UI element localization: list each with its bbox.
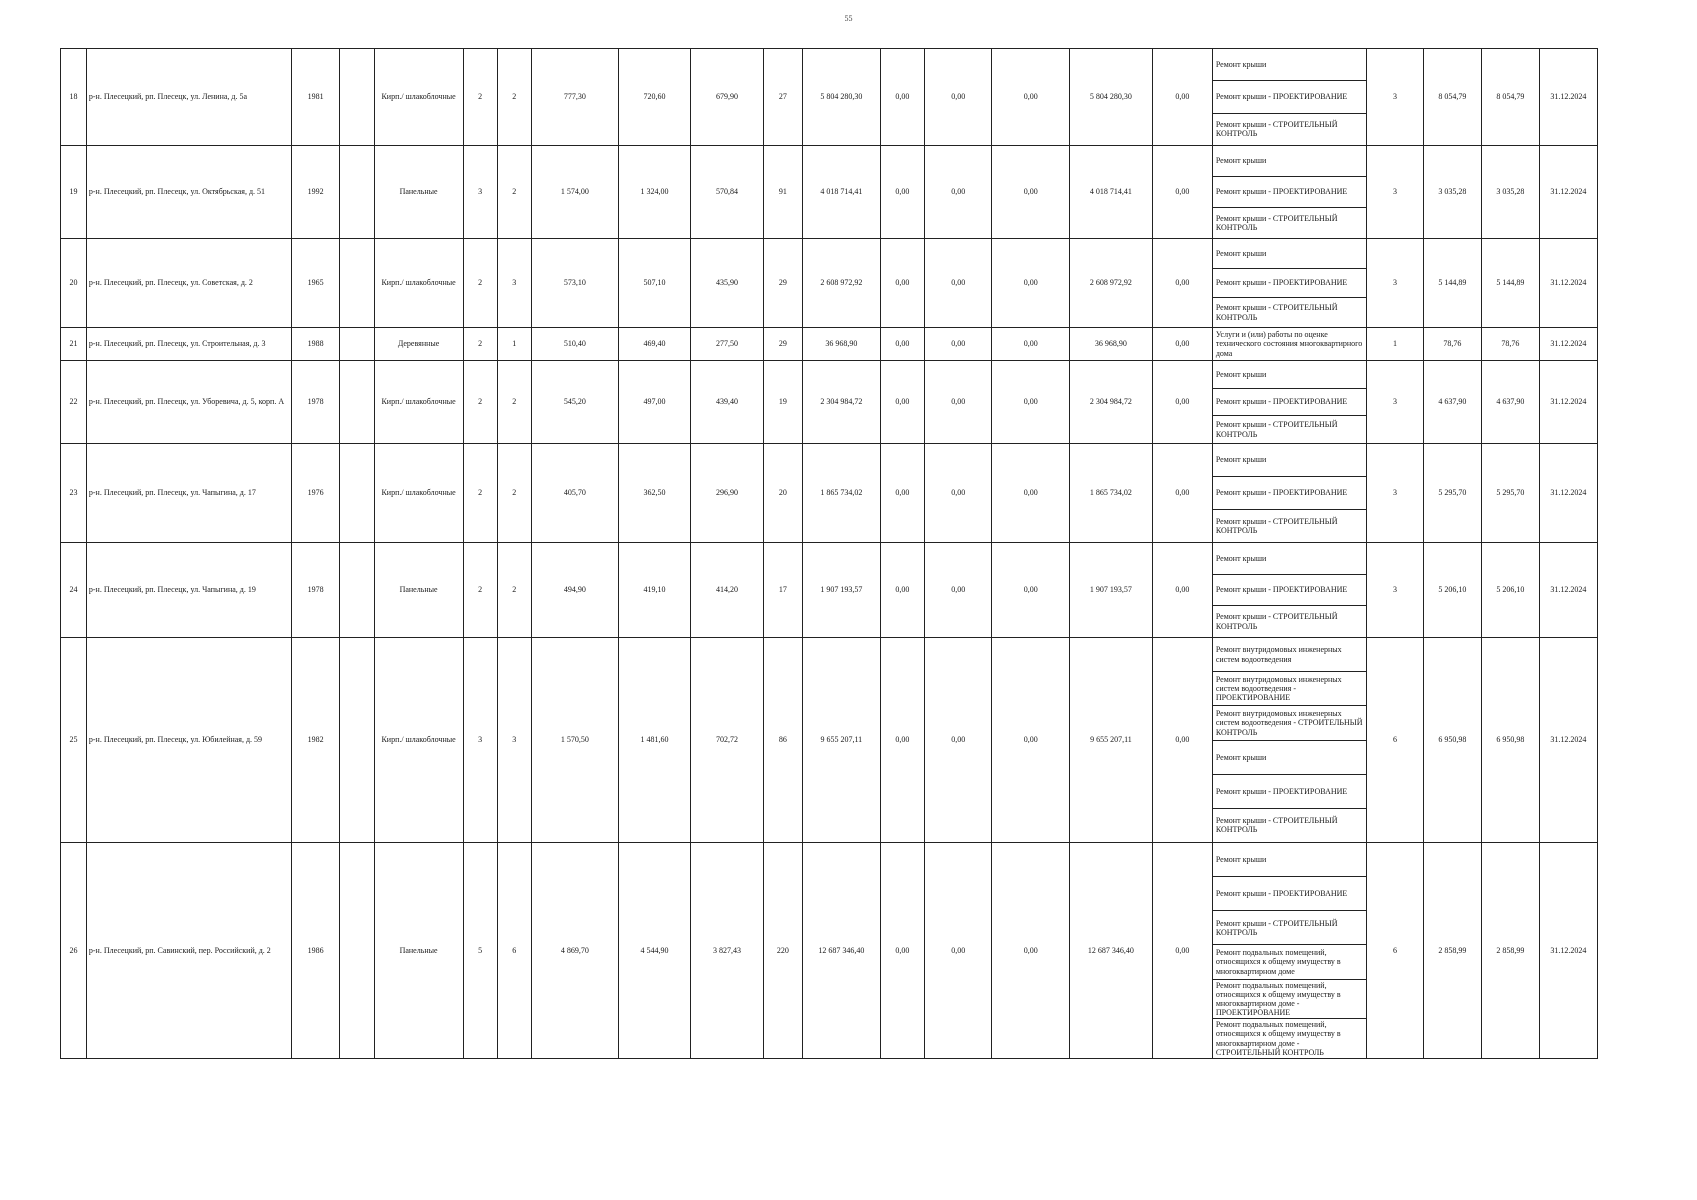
entrances-cell: 2	[497, 543, 531, 638]
total-area-cell: 510,40	[531, 328, 618, 361]
work-item: Ремонт крыши	[1213, 444, 1366, 477]
deadline-cell: 31.12.2024	[1539, 361, 1597, 444]
row-number: 23	[61, 444, 87, 543]
residents-cell: 19	[763, 361, 802, 444]
owner-funds-cell: 36 968,90	[1070, 328, 1153, 361]
blank-cell	[340, 543, 374, 638]
unit-limit-cell: 5 295,70	[1481, 444, 1539, 543]
floors-cell: 2	[463, 543, 497, 638]
total-area-cell: 545,20	[531, 361, 618, 444]
other-funds-cell: 0,00	[1152, 49, 1212, 146]
year-cell: 1988	[291, 328, 340, 361]
floors-cell: 3	[463, 146, 497, 239]
unit-cost-cell: 78,76	[1423, 328, 1481, 361]
wall-material-cell: Кирп./ шлакоблочные	[374, 361, 463, 444]
deadline-cell: 31.12.2024	[1539, 638, 1597, 843]
work-item: Ремонт крыши - ПРОЕКТИРОВАНИЕ	[1213, 575, 1366, 607]
fund-cell: 0,00	[992, 328, 1070, 361]
table-row	[61, 638, 1598, 843]
blank-cell	[340, 146, 374, 239]
other-funds-cell: 0,00	[1152, 638, 1212, 843]
owner-funds-cell: 2 608 972,92	[1070, 239, 1153, 328]
total-area-cell: 405,70	[531, 444, 618, 543]
entrances-cell: 3	[497, 239, 531, 328]
fund-cell: 0,00	[992, 444, 1070, 543]
row-number: 22	[61, 361, 87, 444]
works-cell	[1212, 843, 1366, 1059]
works-cell	[1212, 361, 1366, 444]
fund-cell: 0,00	[992, 843, 1070, 1059]
entrances-cell: 2	[497, 444, 531, 543]
work-item: Ремонт крыши	[1213, 741, 1366, 775]
total-cost-cell: 36 968,90	[803, 328, 881, 361]
works-cell	[1212, 146, 1366, 239]
area-cell: 435,90	[691, 239, 763, 328]
wall-material-cell: Деревянные	[374, 328, 463, 361]
other-funds-cell: 0,00	[1152, 146, 1212, 239]
residents-cell: 29	[763, 239, 802, 328]
residents-cell: 20	[763, 444, 802, 543]
entrances-cell: 3	[497, 638, 531, 843]
address-cell: р-н. Плесецкий, рп. Плесецк, ул. Октябрьская, д. 51	[86, 146, 291, 239]
works-count-cell: 3	[1367, 361, 1424, 444]
unit-cost-cell: 2 858,99	[1423, 843, 1481, 1059]
fund-cell: 0,00	[925, 49, 992, 146]
area-cell: 296,90	[691, 444, 763, 543]
owner-funds-cell: 1 907 193,57	[1070, 543, 1153, 638]
address-cell: р-н. Плесецкий, рп. Савинский, пер. Российский, д. 2	[86, 843, 291, 1059]
work-item: Ремонт крыши - ПРОЕКТИРОВАНИЕ	[1213, 81, 1366, 113]
other-funds-cell: 0,00	[1152, 444, 1212, 543]
works-count-cell: 3	[1367, 239, 1424, 328]
residents-cell: 91	[763, 146, 802, 239]
deadline-cell: 31.12.2024	[1539, 543, 1597, 638]
year-cell: 1982	[291, 638, 340, 843]
row-number: 26	[61, 843, 87, 1059]
year-cell: 1976	[291, 444, 340, 543]
work-item: Ремонт крыши	[1213, 361, 1366, 389]
area-cell: 679,90	[691, 49, 763, 146]
work-item: Ремонт крыши	[1213, 543, 1366, 575]
entrances-cell: 6	[497, 843, 531, 1059]
living-area-cell: 1 481,60	[618, 638, 690, 843]
owner-funds-cell: 1 865 734,02	[1070, 444, 1153, 543]
fund-cell: 0,00	[880, 543, 925, 638]
table-row	[61, 328, 1598, 361]
fund-cell: 0,00	[925, 361, 992, 444]
unit-limit-cell: 5 144,89	[1481, 239, 1539, 328]
fund-cell: 0,00	[880, 361, 925, 444]
row-number: 24	[61, 543, 87, 638]
work-item: Ремонт крыши - СТРОИТЕЛЬНЫЙ КОНТРОЛЬ	[1213, 911, 1366, 945]
residents-cell: 29	[763, 328, 802, 361]
unit-limit-cell: 2 858,99	[1481, 843, 1539, 1059]
works-count-cell: 3	[1367, 543, 1424, 638]
wall-material-cell: Кирп./ шлакоблочные	[374, 239, 463, 328]
unit-limit-cell: 5 206,10	[1481, 543, 1539, 638]
work-item: Ремонт крыши - ПРОЕКТИРОВАНИЕ	[1213, 269, 1366, 299]
unit-limit-cell: 3 035,28	[1481, 146, 1539, 239]
floors-cell: 2	[463, 328, 497, 361]
deadline-cell: 31.12.2024	[1539, 328, 1597, 361]
fund-cell: 0,00	[992, 638, 1070, 843]
living-area-cell: 362,50	[618, 444, 690, 543]
living-area-cell: 1 324,00	[618, 146, 690, 239]
year-cell: 1978	[291, 543, 340, 638]
fund-cell: 0,00	[880, 843, 925, 1059]
wall-material-cell: Кирп./ шлакоблочные	[374, 638, 463, 843]
fund-cell: 0,00	[880, 444, 925, 543]
fund-cell: 0,00	[880, 49, 925, 146]
works-count-cell: 3	[1367, 49, 1424, 146]
other-funds-cell: 0,00	[1152, 543, 1212, 638]
total-area-cell: 777,30	[531, 49, 618, 146]
address-cell: р-н. Плесецкий, рп. Плесецк, ул. Советская, д. 2	[86, 239, 291, 328]
table-row	[61, 444, 1598, 543]
entrances-cell: 1	[497, 328, 531, 361]
living-area-cell: 419,10	[618, 543, 690, 638]
unit-limit-cell: 6 950,98	[1481, 638, 1539, 843]
area-cell: 702,72	[691, 638, 763, 843]
total-area-cell: 1 570,50	[531, 638, 618, 843]
fund-cell: 0,00	[992, 146, 1070, 239]
year-cell: 1992	[291, 146, 340, 239]
total-cost-cell: 5 804 280,30	[803, 49, 881, 146]
work-item: Ремонт крыши - СТРОИТЕЛЬНЫЙ КОНТРОЛЬ	[1215, 420, 1338, 439]
table-row	[61, 843, 1598, 1059]
floors-cell: 2	[463, 444, 497, 543]
unit-cost-cell: 8 054,79	[1423, 49, 1481, 146]
work-item: Ремонт крыши - ПРОЕКТИРОВАНИЕ	[1213, 177, 1366, 208]
deadline-cell: 31.12.2024	[1539, 444, 1597, 543]
living-area-cell: 497,00	[618, 361, 690, 444]
page-number: 55	[844, 14, 853, 23]
work-item: Ремонт крыши	[1213, 49, 1366, 81]
address-cell: р-н. Плесецкий, рп. Плесецк, ул. Юбилейная, д. 59	[86, 638, 291, 843]
works-cell	[1212, 444, 1366, 543]
blank-cell	[340, 328, 374, 361]
work-item: Ремонт внутридомовых инженерных систем водоотведения - СТРОИТЕЛЬНЫЙ КОНТРОЛЬ	[1213, 706, 1366, 740]
row-number: 18	[61, 49, 87, 146]
blank-cell	[340, 843, 374, 1059]
work-item: Ремонт крыши - СТРОИТЕЛЬНЫЙ КОНТРОЛЬ	[1215, 816, 1338, 835]
wall-material-cell: Панельные	[374, 543, 463, 638]
works-cell	[1212, 638, 1366, 843]
residents-cell: 220	[763, 843, 802, 1059]
fund-cell: 0,00	[880, 328, 925, 361]
unit-cost-cell: 5 295,70	[1423, 444, 1481, 543]
blank-cell	[340, 239, 374, 328]
other-funds-cell: 0,00	[1152, 843, 1212, 1059]
work-item: Ремонт подвальных помещений, относящихся к общему имуществу в многоквартирном доме - СТРОИТЕЛЬНЫЙ КОНТРОЛЬ	[1215, 1020, 1341, 1057]
fund-cell: 0,00	[925, 543, 992, 638]
living-area-cell: 469,40	[618, 328, 690, 361]
fund-cell: 0,00	[992, 361, 1070, 444]
fund-cell: 0,00	[992, 239, 1070, 328]
table-row	[61, 361, 1598, 444]
works-count-cell: 1	[1367, 328, 1424, 361]
work-item: Ремонт крыши - СТРОИТЕЛЬНЫЙ КОНТРОЛЬ	[1215, 303, 1338, 322]
year-cell: 1978	[291, 361, 340, 444]
table-row	[61, 543, 1598, 638]
deadline-cell: 31.12.2024	[1539, 843, 1597, 1059]
total-cost-cell: 12 687 346,40	[803, 843, 881, 1059]
work-item: Ремонт крыши - СТРОИТЕЛЬНЫЙ КОНТРОЛЬ	[1215, 213, 1338, 232]
other-funds-cell: 0,00	[1152, 239, 1212, 328]
total-area-cell: 494,90	[531, 543, 618, 638]
living-area-cell: 507,10	[618, 239, 690, 328]
total-cost-cell: 1 907 193,57	[803, 543, 881, 638]
row-number: 19	[61, 146, 87, 239]
total-area-cell: 4 869,70	[531, 843, 618, 1059]
floors-cell: 2	[463, 49, 497, 146]
wall-material-cell: Панельные	[374, 843, 463, 1059]
works-cell	[1212, 543, 1366, 638]
area-cell: 439,40	[691, 361, 763, 444]
work-item: Ремонт крыши - ПРОЕКТИРОВАНИЕ	[1213, 477, 1366, 510]
row-number: 25	[61, 638, 87, 843]
works-cell	[1212, 49, 1366, 146]
total-cost-cell: 9 655 207,11	[803, 638, 881, 843]
owner-funds-cell: 9 655 207,11	[1070, 638, 1153, 843]
work-item: Ремонт крыши - ПРОЕКТИРОВАНИЕ	[1213, 775, 1366, 809]
unit-cost-cell: 3 035,28	[1423, 146, 1481, 239]
residents-cell: 27	[763, 49, 802, 146]
work-item: Ремонт крыши - СТРОИТЕЛЬНЫЙ КОНТРОЛЬ	[1215, 120, 1338, 139]
area-cell: 570,84	[691, 146, 763, 239]
work-item: Услуги и (или) работы по оценке технического состояния многоквартирного дома	[1215, 330, 1363, 358]
fund-cell: 0,00	[925, 328, 992, 361]
floors-cell: 2	[463, 239, 497, 328]
fund-cell: 0,00	[925, 146, 992, 239]
address-cell: р-н. Плесецкий, рп. Плесецк, ул. Чапыгина, д. 17	[86, 444, 291, 543]
residents-cell: 17	[763, 543, 802, 638]
works-count-cell: 3	[1367, 146, 1424, 239]
deadline-cell: 31.12.2024	[1539, 146, 1597, 239]
table-row	[61, 239, 1598, 328]
unit-cost-cell: 5 144,89	[1423, 239, 1481, 328]
other-funds-cell: 0,00	[1152, 328, 1212, 361]
total-cost-cell: 4 018 714,41	[803, 146, 881, 239]
other-funds-cell: 0,00	[1152, 361, 1212, 444]
work-item: Ремонт подвальных помещений, относящихся к общему имуществу в многоквартирном доме - ПРОЕКТИРОВАНИЕ	[1213, 980, 1366, 1020]
fund-cell: 0,00	[992, 543, 1070, 638]
work-item: Ремонт крыши - СТРОИТЕЛЬНЫЙ КОНТРОЛЬ	[1215, 612, 1338, 631]
work-item: Ремонт крыши - ПРОЕКТИРОВАНИЕ	[1213, 389, 1366, 417]
area-cell: 277,50	[691, 328, 763, 361]
work-item: Ремонт крыши	[1213, 843, 1366, 877]
work-item: Ремонт подвальных помещений, относящихся к общему имуществу в многоквартирном доме	[1213, 945, 1366, 979]
residents-cell: 86	[763, 638, 802, 843]
floors-cell: 2	[463, 361, 497, 444]
unit-limit-cell: 8 054,79	[1481, 49, 1539, 146]
work-item: Ремонт крыши - СТРОИТЕЛЬНЫЙ КОНТРОЛЬ	[1215, 516, 1338, 535]
fund-cell: 0,00	[880, 239, 925, 328]
unit-limit-cell: 4 637,90	[1481, 361, 1539, 444]
work-item: Ремонт крыши	[1213, 146, 1366, 177]
works-cell	[1212, 328, 1366, 361]
fund-cell: 0,00	[925, 638, 992, 843]
owner-funds-cell: 4 018 714,41	[1070, 146, 1153, 239]
floors-cell: 3	[463, 638, 497, 843]
table-row	[61, 49, 1598, 146]
owner-funds-cell: 5 804 280,30	[1070, 49, 1153, 146]
fund-cell: 0,00	[925, 843, 992, 1059]
living-area-cell: 720,60	[618, 49, 690, 146]
row-number: 21	[61, 328, 87, 361]
blank-cell	[340, 444, 374, 543]
year-cell: 1965	[291, 239, 340, 328]
owner-funds-cell: 2 304 984,72	[1070, 361, 1153, 444]
total-cost-cell: 1 865 734,02	[803, 444, 881, 543]
area-cell: 3 827,43	[691, 843, 763, 1059]
area-cell: 414,20	[691, 543, 763, 638]
floors-cell: 5	[463, 843, 497, 1059]
entrances-cell: 2	[497, 49, 531, 146]
fund-cell: 0,00	[880, 638, 925, 843]
total-area-cell: 1 574,00	[531, 146, 618, 239]
address-cell: р-н. Плесецкий, рп. Плесецк, ул. Ленина, д. 5а	[86, 49, 291, 146]
work-item: Ремонт крыши - ПРОЕКТИРОВАНИЕ	[1213, 877, 1366, 911]
wall-material-cell: Кирп./ шлакоблочные	[374, 444, 463, 543]
total-cost-cell: 2 608 972,92	[803, 239, 881, 328]
year-cell: 1981	[291, 49, 340, 146]
deadline-cell: 31.12.2024	[1539, 49, 1597, 146]
fund-cell: 0,00	[925, 444, 992, 543]
unit-cost-cell: 5 206,10	[1423, 543, 1481, 638]
owner-funds-cell: 12 687 346,40	[1070, 843, 1153, 1059]
address-cell: р-н. Плесецкий, рп. Плесецк, ул. Строительная, д. 3	[86, 328, 291, 361]
work-item: Ремонт внутридомовых инженерных систем водоотведения - ПРОЕКТИРОВАНИЕ	[1213, 672, 1366, 706]
unit-cost-cell: 4 637,90	[1423, 361, 1481, 444]
fund-cell: 0,00	[880, 146, 925, 239]
fund-cell: 0,00	[925, 239, 992, 328]
address-cell: р-н. Плесецкий, рп. Плесецк, ул. Уборевича, д. 5, корп. А	[86, 361, 291, 444]
entrances-cell: 2	[497, 146, 531, 239]
fund-cell: 0,00	[992, 49, 1070, 146]
register-table	[60, 48, 1598, 1059]
work-item: Ремонт крыши	[1213, 239, 1366, 269]
works-count-cell: 6	[1367, 843, 1424, 1059]
address-cell: р-н. Плесецкий, рп. Плесецк, ул. Чапыгина, д. 19	[86, 543, 291, 638]
total-cost-cell: 2 304 984,72	[803, 361, 881, 444]
living-area-cell: 4 544,90	[618, 843, 690, 1059]
works-count-cell: 3	[1367, 444, 1424, 543]
blank-cell	[340, 638, 374, 843]
row-number: 20	[61, 239, 87, 328]
work-item: Ремонт внутридомовых инженерных систем водоотведения	[1213, 638, 1366, 672]
wall-material-cell: Кирп./ шлакоблочные	[374, 49, 463, 146]
wall-material-cell: Панельные	[374, 146, 463, 239]
entrances-cell: 2	[497, 361, 531, 444]
works-cell	[1212, 239, 1366, 328]
total-area-cell: 573,10	[531, 239, 618, 328]
works-count-cell: 6	[1367, 638, 1424, 843]
unit-cost-cell: 6 950,98	[1423, 638, 1481, 843]
unit-limit-cell: 78,76	[1481, 328, 1539, 361]
blank-cell	[340, 361, 374, 444]
year-cell: 1986	[291, 843, 340, 1059]
blank-cell	[340, 49, 374, 146]
deadline-cell: 31.12.2024	[1539, 239, 1597, 328]
table-row	[61, 146, 1598, 239]
